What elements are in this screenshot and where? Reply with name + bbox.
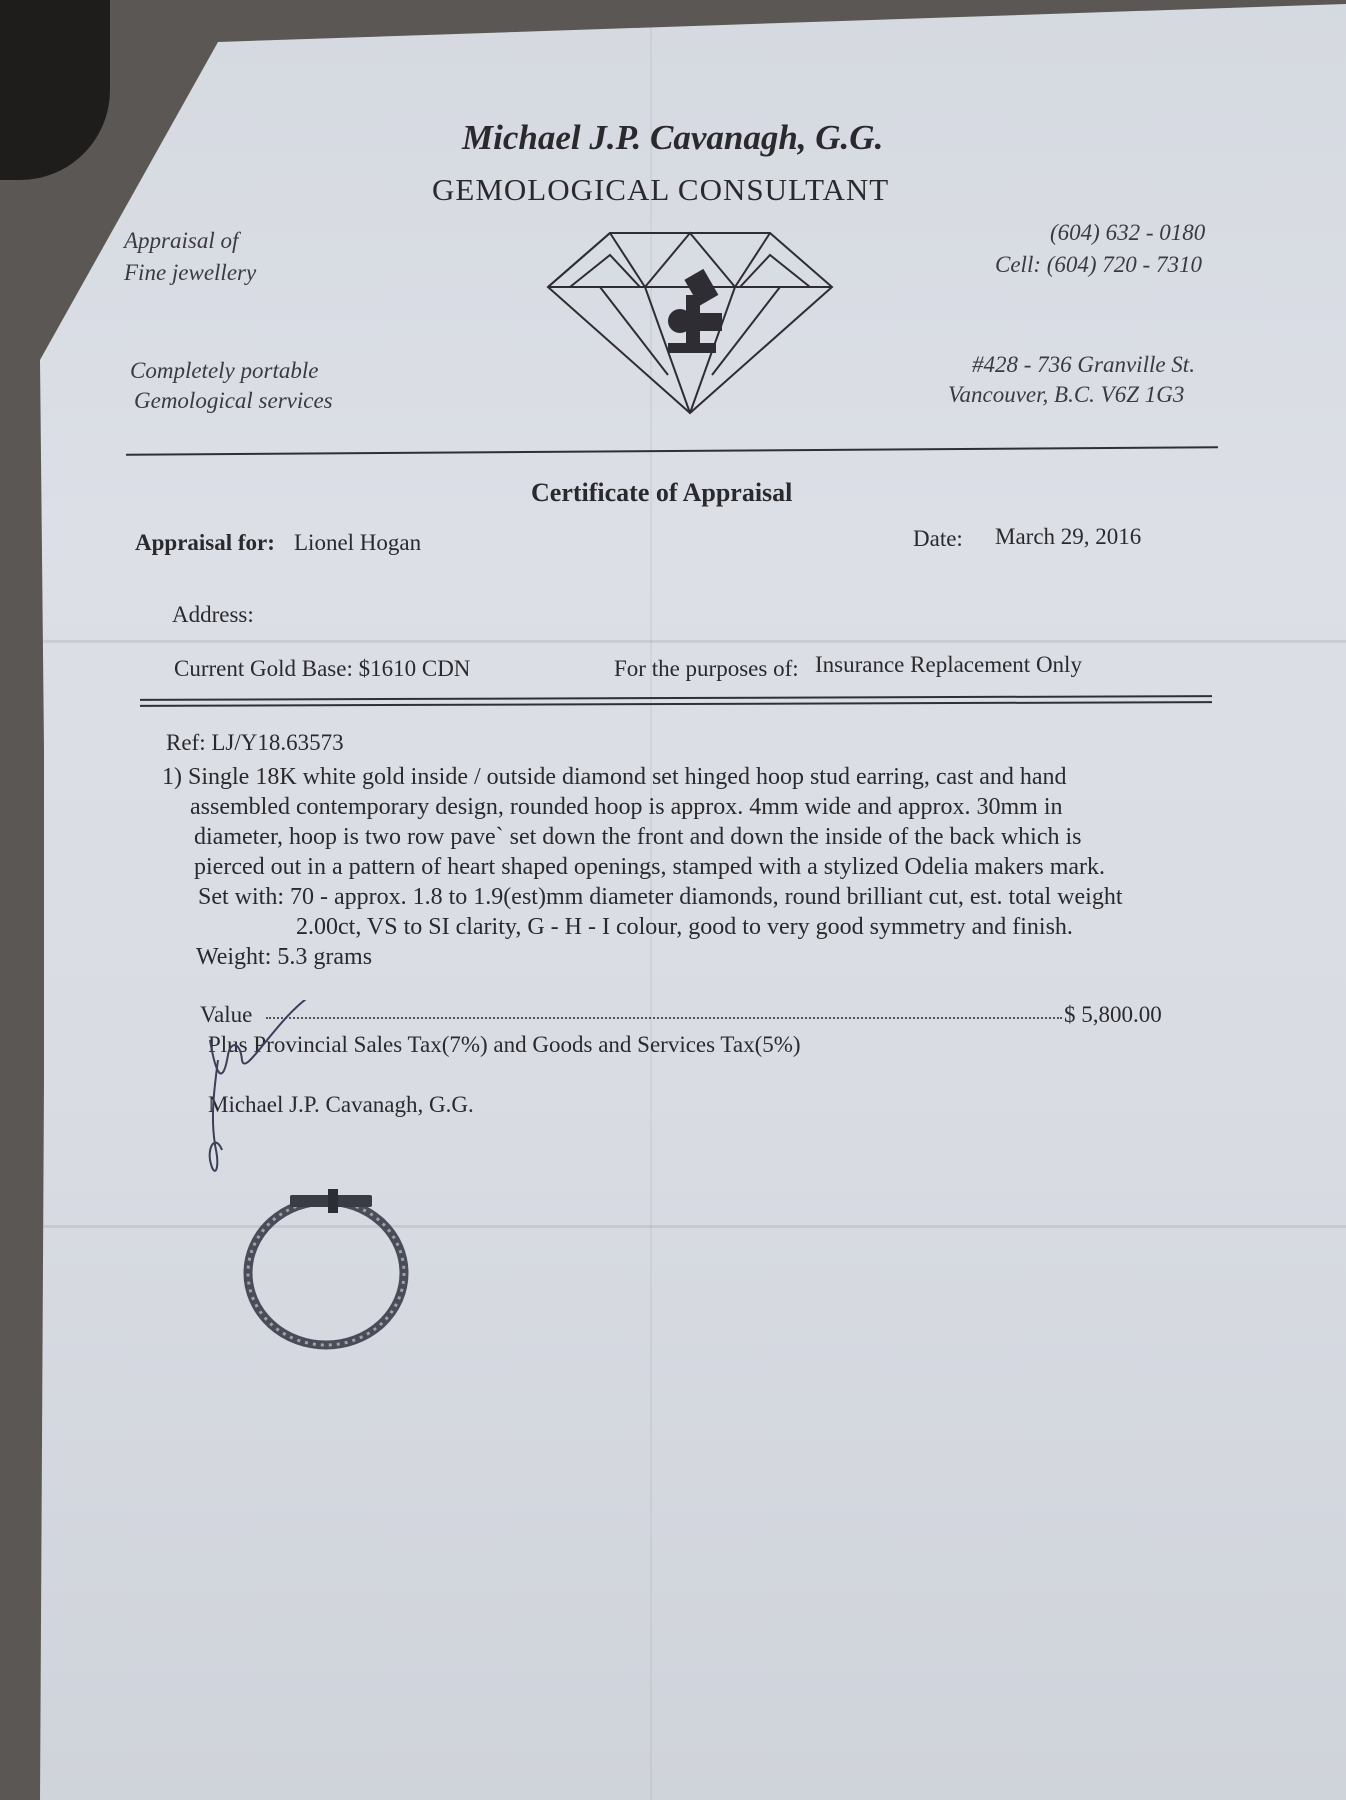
diamond-microscope-logo [540, 225, 840, 415]
description-line: Set with: 70 - approx. 1.8 to 1.9(est)mm diameter diamonds, round brilliant cut, est. total weight [198, 884, 1123, 910]
appraisal-for-value: Lionel Hogan [294, 530, 422, 555]
reference-number: Ref: LJ/Y18.63573 [166, 730, 344, 755]
cell-number: Cell: (604) 720 - 7310 [995, 252, 1202, 277]
consultant-title: GEMOLOGICAL CONSULTANT [432, 172, 890, 207]
address-label: Address: [172, 602, 254, 627]
tax-note: Plus Provincial Sales Tax(7%) and Goods and Services Tax(5%) [208, 1032, 801, 1057]
signature-name: Michael J.P. Cavanagh, G.G. [208, 1092, 474, 1117]
date-label: Date: [913, 526, 963, 551]
tagline-line: Completely portable [130, 358, 319, 383]
city-address: Vancouver, B.C. V6Z 1G3 [948, 382, 1185, 407]
tagline-line: Fine jewellery [124, 260, 257, 285]
description-line: pierced out in a pattern of heart shaped openings, stamped with a stylized Odelia makers mark. [194, 854, 1106, 880]
phone-number: (604) 632 - 0180 [1050, 220, 1206, 245]
tagline-line: Gemological services [134, 388, 333, 413]
handwritten-signature [170, 1000, 400, 1190]
value-amount: $ 5,800.00 [1064, 1002, 1162, 1027]
certificate-title: Certificate of Appraisal [531, 478, 793, 507]
street-address: #428 - 736 Granville St. [972, 352, 1195, 377]
description-line: 2.00ct, VS to SI clarity, G - H - I colour, good to very good symmetry and finish. [296, 914, 1073, 940]
hoop-earring-photo [230, 1175, 440, 1355]
tagline-line: Appraisal of [124, 228, 239, 253]
desk-background [0, 0, 110, 180]
paper-fold [40, 640, 1346, 643]
description-line: diameter, hoop is two row pave` set down the front and down the inside of the back which is [194, 824, 1082, 850]
value-label: Value [200, 1002, 253, 1027]
appraisal-for-label: Appraisal for: [135, 530, 275, 555]
purpose-value: Insurance Replacement Only [815, 652, 1082, 677]
weight-line: Weight: 5.3 grams [196, 944, 373, 970]
description-line: 1) Single 18K white gold inside / outside diamond set hinged hoop stud earring, cast and hand [162, 764, 1067, 790]
gold-base: Current Gold Base: $1610 CDN [174, 656, 471, 681]
description-line: assembled contemporary design, rounded hoop is approx. 4mm wide and approx. 30mm in [190, 794, 1063, 820]
consultant-name: Michael J.P. Cavanagh, G.G. [462, 118, 884, 157]
purpose-label: For the purposes of: [614, 656, 799, 681]
date-value: March 29, 2016 [995, 524, 1142, 549]
